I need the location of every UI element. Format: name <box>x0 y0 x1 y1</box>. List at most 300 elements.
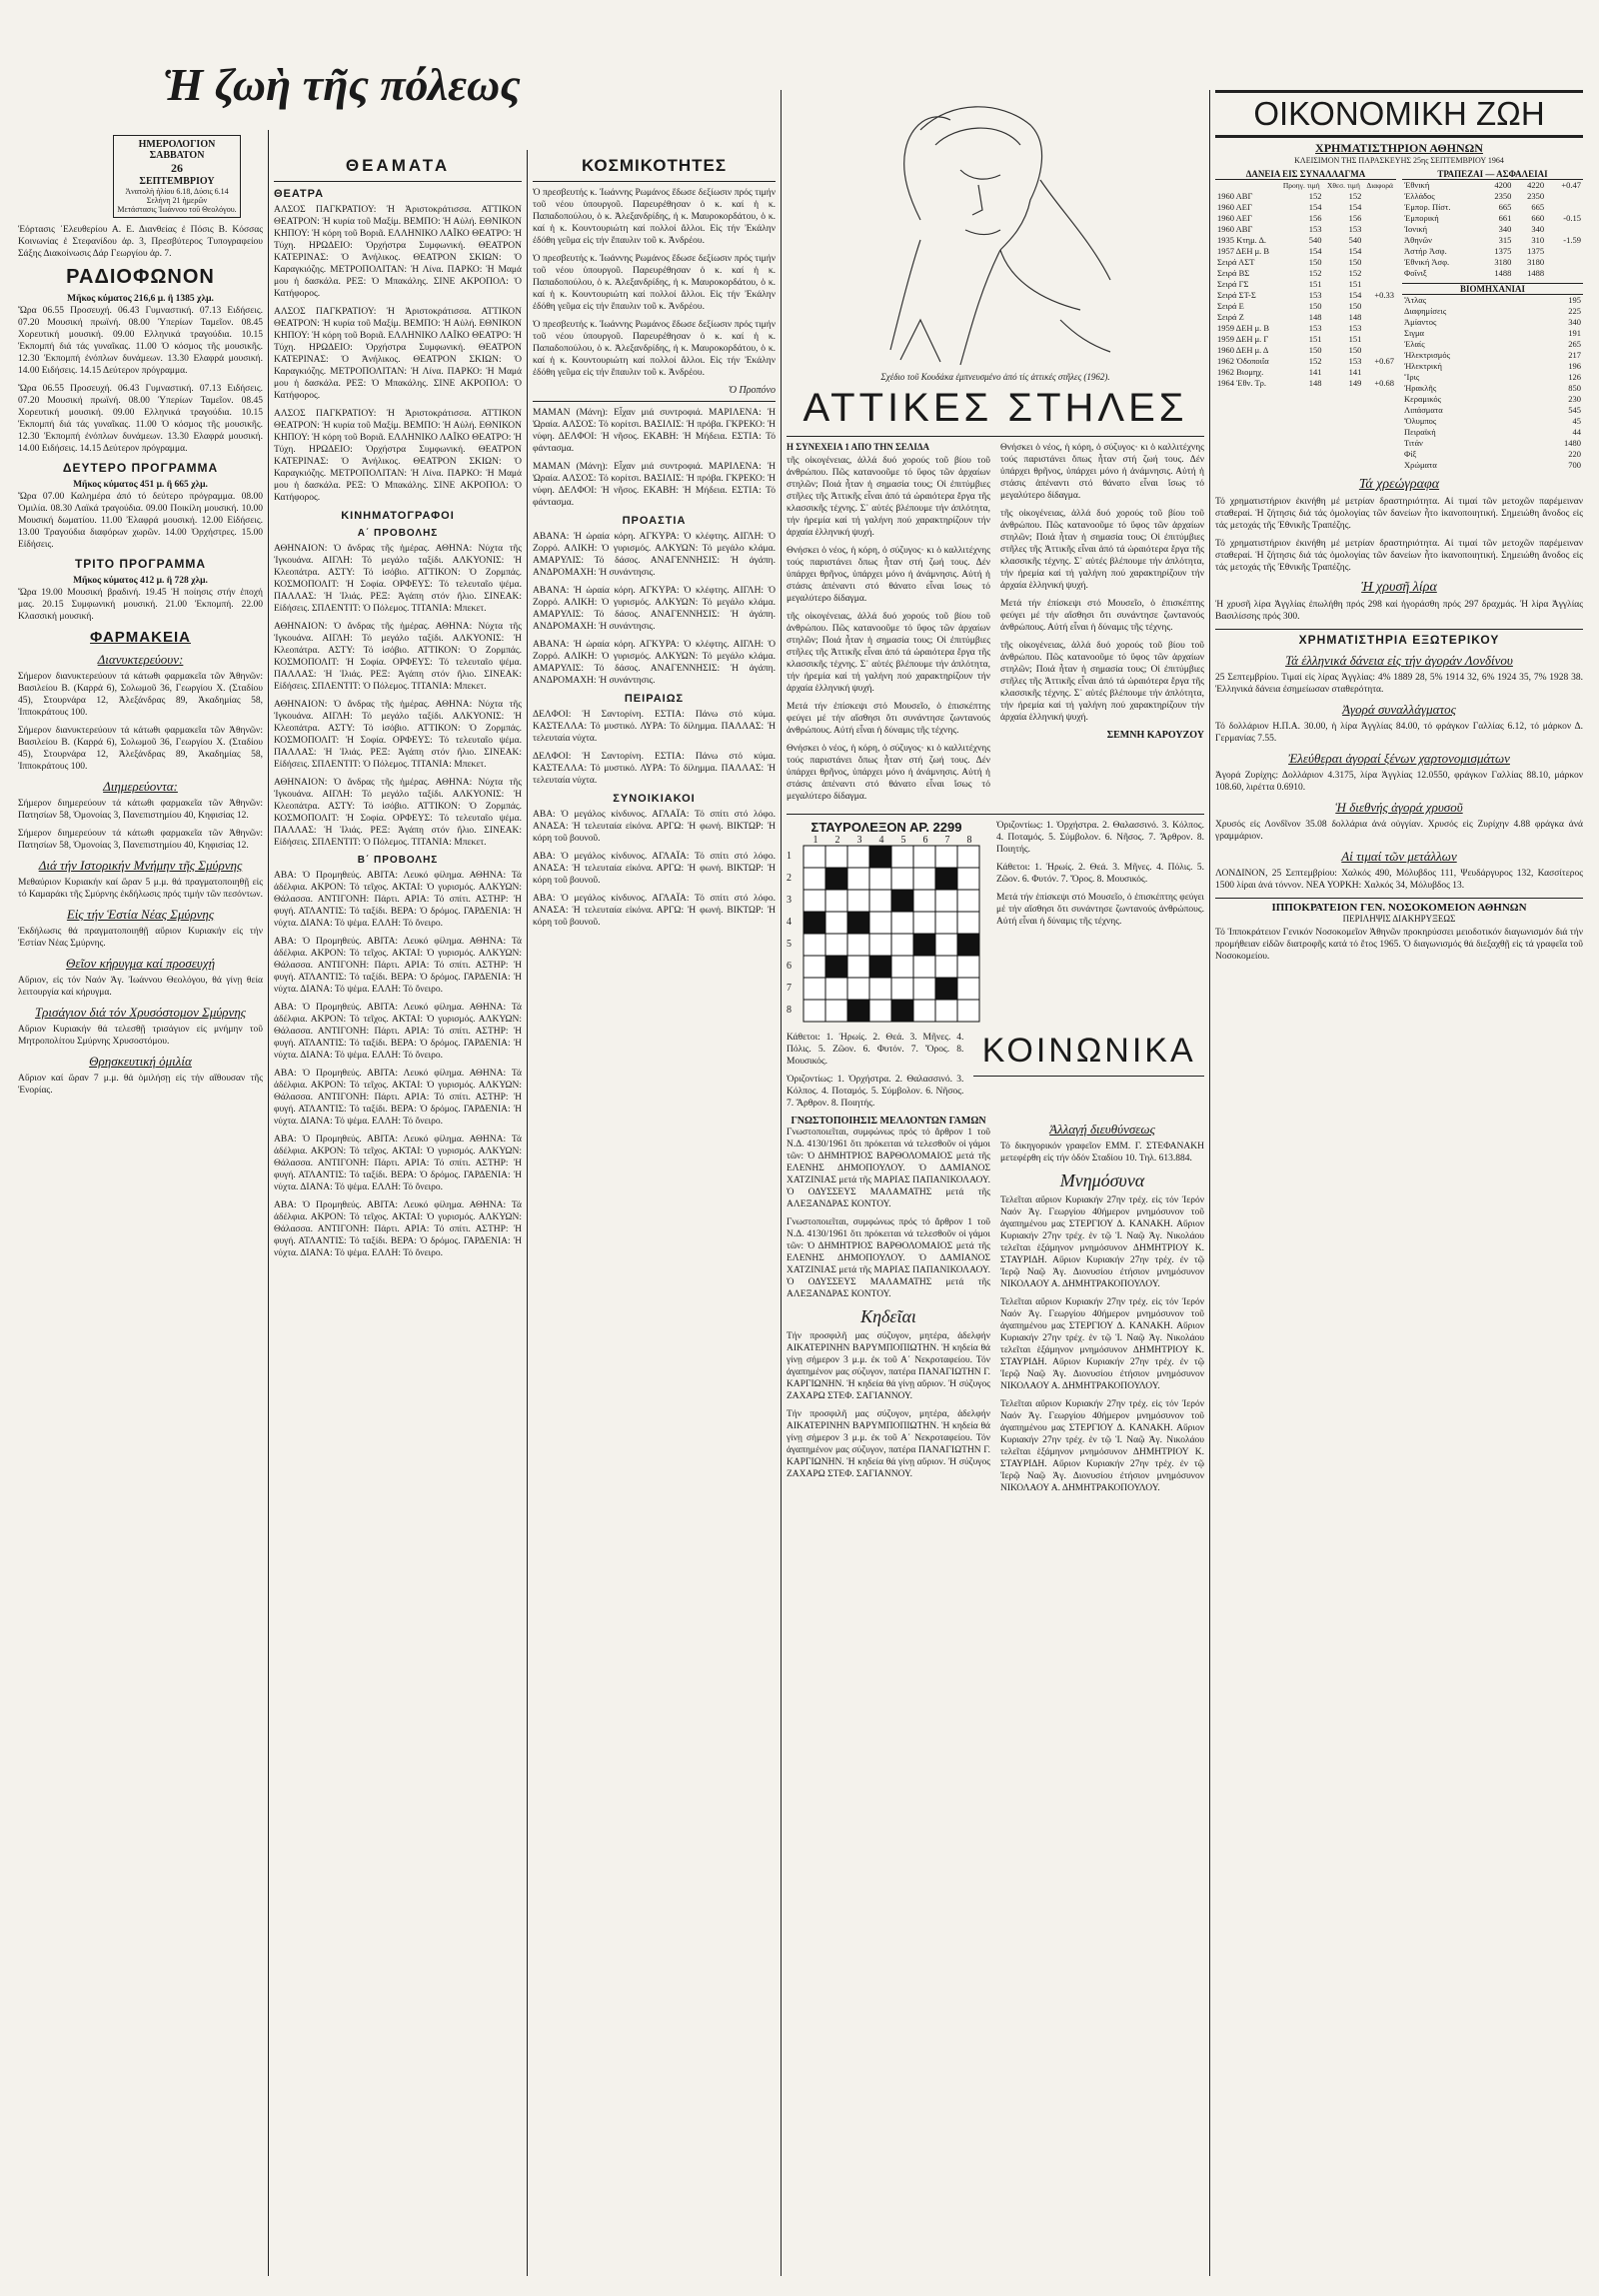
table-cell: 150 <box>1348 345 1362 355</box>
crossword-number: 3 <box>787 895 792 906</box>
table-cell: 1962 Ὁδοποιΐα <box>1217 356 1269 366</box>
crossword-black-cell <box>935 978 957 1000</box>
table-cell: 1960 ΑΒΓ <box>1217 224 1253 234</box>
society-text: Ὁ πρεσβευτής κ. Ἰωάννης Ρωμάνος ἔδωσε δεξίωσιν πρός τιμήν τοῦ νέου ὑπουργοῦ. Παρευρέθησαν ὁ κ. καί ἡ κ. Παπαδοπούλου, ὁ κ. Ἀλεξανδρίδης, ἡ κ. Μαυροκορδάτου, ὁ κ. καί ἡ κ. Κουντουριώτη καί πολλοί ἄλλοι. Εἰς τήν Ἐκάλην ἐδόθη γεῦμα εἰς τήν ἔπαυλιν τοῦ κ. Ἀνδρέου. <box>533 188 776 246</box>
table-cell: Διαφημίσεις <box>1404 306 1447 316</box>
table-cell: 151 <box>1348 279 1362 289</box>
crossword-across: Ὁριζοντίως: 1. Ὀρχήστρα. 2. Θαλασσινό. 3. Κόλπος. 4. Ποταμός. 5. Σύμβολον. 6. Νῆσος. 7. Ἄρθρον. 8. Ποιητής. <box>996 821 1204 855</box>
table-cell: 150 <box>1348 257 1362 267</box>
table-cell <box>1546 246 1583 257</box>
crossword-grid-area <box>787 846 981 1026</box>
foreign-markets-heading: ΧΡΗΜΑΤΙΣΤΗΡΙΑ ΕΞΩΤΕΡΙΚΟΥ <box>1215 629 1583 647</box>
crossword-cell <box>803 934 825 956</box>
table-cell: 1488 <box>1527 268 1545 278</box>
funerals-text-2: Τήν προσφιλῆ μας σύζυγον, μητέρα, ἀδελφήν ΑΙΚΑΤΕΡΙΝΗΝ ΒΑΡΥΜΠΟΠΙΩΤΗΝ. Ἡ κηδεία θά γίνῃ σήμερον 3 μ.μ. ἐκ τοῦ Α΄ Νεκροταφείου. Τόν ἀγαπημένον μας σύζυγον, πατέρα ΠΑΝΑΓΙΩΤΗΝ Γ. ΚΑΡΓΙΩΝΗΝ. Ἡ κηδεία θά γίνῃ αὔριον. Ἡ σύζυγος ΖΑΧΑΡΩ ΣΤΕΦ. ΣΑΓΙΑΝΝΟΥ. <box>787 1409 990 1479</box>
table-row <box>1402 246 1583 257</box>
column-5 <box>1215 90 1583 2289</box>
crossword-down: Κάθετοι: 1. Ἡρωίς. 2. Θεά. 3. Μῆνες. 4. Πόλις. 5. Ζῶον. 6. Φυτόν. 7. Ὄρος. 8. Μουσικός. <box>996 863 1204 885</box>
table-cell: Σειρά Ε <box>1217 301 1244 311</box>
table-cell: 153 <box>1308 224 1322 234</box>
table-cell: 2350 <box>1527 191 1545 201</box>
table-cell: 315 <box>1498 235 1512 245</box>
crossword-cell <box>957 846 979 868</box>
second-program-text: Ὥρα 07.00 Καλημέρα ἀπό τό δεύτερο πρόγραμμα. 08.00 Ὁμιλία. 08.30 Λαϊκά τραγούδια. 09.00 Ποικίλη μουσική. 10.00 Μουσική δωματίου. 11.00 Ἐλαφρά μουσική. 12.00 Εἰδήσεις. 13.00 Τραγούδια διαφόρων χωρῶν. 14.00 Ὀρχήστρες. 15.00 Εἰδήσεις. <box>18 492 263 550</box>
feasts-text: Ἑόρτασις ᾿Ελευθερίου Α. Ε. Διανθείας ἐ Πόσις Β. Κόσσας Κοινωνίας ἐ Στεφανίδου ἀρ. 3, Πρεσβύτερος Τυπογραφείου Σάξης Διακοίνωσις Δάρ Γεωργίου ἀρ. 7. <box>18 225 263 259</box>
crossword-cell <box>803 978 825 1000</box>
table-cell: 153 <box>1348 224 1362 234</box>
first-run-text-3: ΑΘΗΝΑΙΟΝ: Ὁ ἄνδρας τῆς ἡμέρας. ΑΘΗΝΑ: Νύχτα τῆς Ἰγκουάνα. ΑΙΓΛΗ: Τό μεγάλο ταξίδι. ΑΛΚΥΟΝΙΣ: Ἡ Κλεοπάτρα. ΑΣΤΥ: Τό ἰσόβιο. ΑΤΤΙΚΟΝ: Ὁ Ζορμπάς. ΚΟΣΜΟΠΟΛΙΤ: Ἡ Σοφία. ΟΡΦΕΥΣ: Τό τελευταῖο ψέμα. ΠΑΛΛΑΣ: Ἡ Ἰλιάς. ΡΕΞ: Ἀγάπη στόν ἥλιο. ΣΙΝΕΑΚ: Εἰδήσεις. ΣΠΛΕΝΤΙΤ: Ὁ Πόλεμος. ΤΙΤΑΝΙΑ: Μπεκετ. <box>274 700 522 770</box>
table-cell: Σειρά ΒΣ <box>1217 268 1250 278</box>
table-cell <box>1546 257 1583 268</box>
cinemas-heading: ΚΙΝΗΜΑΤΟΓΡΑΦΟΙ <box>341 510 455 522</box>
crossword-number: 5 <box>900 835 906 846</box>
article-text-1: τῆς οἰκογένειας, ἀλλά δυό χορούς τοῦ βίου τοῦ ἀνθρώπου. Πῶς κατανοοῦμε τό ὕφος τῶν ἀρχαίων στηλῶν; Ποιά ἦταν ἡ σημασία τους; Οἱ ἐπιτύμβιες στῆλες τῆς Ἀττικῆς εἶναι ἀπό τά ὡραιότερα ἔργα τῆς κλασσικῆς τέχνης. Σ᾽ αὐτές βλέπουμε τήν ἀπλότητα, τήν ἠρεμία καί τή γαλήνη πού χαρακτηρίζουν τήν ἀρχαία ἑλληνική ψυχή. <box>787 456 990 538</box>
sketch-drawing <box>860 90 1130 370</box>
table-cell <box>1363 367 1396 378</box>
table-cell <box>1363 224 1396 235</box>
table-row <box>1215 301 1396 312</box>
engagements-heading: ΓΝΩΣΤΟΠΟΙΗΣΙΣ ΜΕΛΛΟΝΤΩΝ ΓΑΜΩΝ <box>791 1116 986 1127</box>
fx-market-heading: Ἀγορά συναλλάγματος <box>1342 702 1456 717</box>
hospital-notice-text: Τό Ἱπποκράτειον Γενικόν Νοσοκομεῖον Ἀθηνῶν προκηρύσσει μειοδοτικόν διαγωνισμόν διά τήν προμήθειαν εἰδῶν διατροφῆς κατά τό ἔτος 1965. Ὁ διαγωνισμός θά διεξαχθῇ εἰς τά γραφεῖα τοῦ Νοσοκομείου. <box>1215 928 1583 962</box>
crossword-number: 2 <box>834 835 840 846</box>
second-run-heading: Β΄ ΠΡΟΒΟΛΗΣ <box>357 855 439 866</box>
table-cell: 1962 Βιομηχ. <box>1217 367 1264 377</box>
divider <box>973 1076 1204 1077</box>
society-heading: ΚΟΣΜΙΚΟΤΗΤΕΣ <box>581 156 728 175</box>
table-cell: Ἡλεκτρισμός <box>1404 350 1450 360</box>
table-cell: Χρώματα <box>1404 460 1437 470</box>
loans-prev-header: Προηγ. τιμή <box>1282 181 1320 190</box>
neighborhood-text-2: ΑΒΑ: Ὁ μεγάλος κίνδυνος. ΑΓΛΑΪΑ: Τό σπίτι στό λόφο. ΑΝΑΣΑ: Ἡ τελευταία εἰκόνα. ΑΡΓΩ: Ἡ φωνή. ΒΙΚΤΩΡ: Ἡ κόρη τοῦ βουνοῦ. <box>533 852 776 886</box>
duty-heading: Διημερεύοντα: <box>103 779 178 794</box>
crossword-cell <box>847 978 869 1000</box>
crossword-cell <box>957 978 979 1000</box>
article-text-7: τῆς οἰκογένειας, ἀλλά δυό χορούς τοῦ βίου τοῦ ἀνθρώπου. Πῶς κατανοοῦμε τό ὕφος τῶν ἀρχαίων στηλῶν; Ποιά ἦταν ἡ σημασία τους; Οἱ ἐπιτύμβιες στῆλες τῆς Ἀττικῆς εἶναι ἀπό τά ὡραιότερα ἔργα τῆς κλασσικῆς τέχνης. Σ᾽ αὐτές βλέπουμε τήν ἀπλότητα, τήν ἠρεμία καί τή γαλήνη πού χαρακτηρίζουν τήν ἀρχαία ἑλληνική ψυχή. <box>1000 509 1204 591</box>
table-cell: 148 <box>1308 378 1322 388</box>
loans-heading: ΔΑΝΕΙΑ ΕΙΣ ΣΥΝΑΛΛΑΓΜΑ <box>1215 169 1396 180</box>
table-row <box>1215 235 1396 246</box>
bourse-heading: ΧΡΗΜΑΤΙΣΤΗΡΙΟΝ ΑΘΗΝΩΝ <box>1315 141 1483 155</box>
crossword-number: 8 <box>787 1005 792 1016</box>
table-cell: Τιτάν <box>1404 438 1423 448</box>
crossword-cell <box>869 934 891 956</box>
table-row <box>1402 449 1583 460</box>
table-cell: 191 <box>1568 328 1581 338</box>
loans-name-header <box>1215 180 1279 191</box>
crossword-black-cell <box>957 934 979 956</box>
table-row <box>1215 356 1396 367</box>
table-row <box>1402 213 1583 224</box>
table-row <box>1215 191 1396 202</box>
table-cell: 850 <box>1568 383 1581 393</box>
table-cell: 154 <box>1348 290 1362 300</box>
table-cell: 2350 <box>1494 191 1512 201</box>
crossword-heading: ΣΤΑΥΡΟΛΕΞΟΝ ΑΡ. 2299 <box>810 820 962 835</box>
first-run-text-4: ΑΘΗΝΑΙΟΝ: Ὁ ἄνδρας τῆς ἡμέρας. ΑΘΗΝΑ: Νύχτα τῆς Ἰγκουάνα. ΑΙΓΛΗ: Τό μεγάλο ταξίδι. ΑΛΚΥΟΝΙΣ: Ἡ Κλεοπάτρα. ΑΣΤΥ: Τό ἰσόβιο. ΑΤΤΙΚΟΝ: Ὁ Ζορμπάς. ΚΟΣΜΟΠΟΛΙΤ: Ἡ Σοφία. ΟΡΦΕΥΣ: Τό τελευταῖο ψέμα. ΠΑΛΛΑΣ: Ἡ Ἰλιάς. ΡΕΞ: Ἀγάπη στόν ἥλιο. ΣΙΝΕΑΚ: Εἰδήσεις. ΣΠΛΕΝΤΙΤ: Ὁ Πόλεμος. ΤΙΤΑΝΙΑ: Μπεκετ. <box>274 778 522 848</box>
table-cell <box>1363 301 1396 312</box>
table-cell: 152 <box>1348 268 1362 278</box>
table-cell: 151 <box>1308 279 1322 289</box>
neighborhood-text-3: ΑΒΑ: Ὁ μεγάλος κίνδυνος. ΑΓΛΑΪΑ: Τό σπίτι στό λόφο. ΑΝΑΣΑ: Ἡ τελευταία εἰκόνα. ΑΡΓΩ: Ἡ φωνή. ΒΙΚΤΩΡ: Ἡ κόρη τοῦ βουνοῦ. <box>533 894 776 928</box>
crossword-cell <box>891 956 913 978</box>
crossword-number: 7 <box>787 983 792 994</box>
table-cell: 1960 ΑΕΓ <box>1217 213 1252 223</box>
column-rule <box>527 150 528 2276</box>
trisagion-text: Αὔριον Κυριακήν θά τελεσθῇ τρισάγιον εἰς μνήμην τοῦ Μητροπολίτου Σμύρνης Χρυσοστόμου. <box>18 1025 263 1047</box>
address-change-heading: Ἀλλαγή διευθύνσεως <box>1049 1122 1155 1137</box>
table-cell: Ἀμίαντος <box>1404 317 1437 327</box>
society-text-3: Ὁ πρεσβευτής κ. Ἰωάννης Ρωμάνος ἔδωσε δεξίωσιν πρός τιμήν τοῦ νέου ὑπουργοῦ. Παρευρέθησαν ὁ κ. καί ἡ κ. Παπαδοπούλου, ὁ κ. Ἀλεξανδρίδης, ἡ κ. Μαυροκορδάτου, ὁ κ. καί ἡ κ. Κουντουριώτη καί πολλοί ἄλλοι. Εἰς τήν Ἐκάλην ἐδόθη γεῦμα εἰς τήν ἔπαυλιν τοῦ κ. Ἀνδρέου. <box>533 320 776 378</box>
article-author: ΣΕΜΝΗ ΚΑΡΟΥΖΟΥ <box>1106 730 1204 741</box>
sermon-text: Αὔριον, εἰς τόν Ναόν Ἁγ. Ἰωάννου Θεολόγου, θά γίνῃ θεία λειτουργία καί κήρυγμα. <box>18 976 263 998</box>
table-cell: 340 <box>1498 224 1512 234</box>
table-row <box>1215 224 1396 235</box>
crossword-black-cell <box>913 934 935 956</box>
crossword-cell <box>803 1000 825 1022</box>
calendar-sun: Ἀνατολὴ ἡλίου 6.18, Δύσις 6.14 <box>125 187 229 196</box>
table-row <box>1215 345 1396 356</box>
crossword-number: 2 <box>787 873 792 884</box>
column-3 <box>533 150 776 2289</box>
hospital-notice-heading: ΙΠΠΟΚΡΑΤΕΙΟΝ ΓΕΝ. ΝΟΣΟΚΟΜΕΙΟΝ ΑΘΗΝΩΝ <box>1215 898 1583 914</box>
pharmacies-text-2: Σήμερον διανυκτερεύουν τά κάτωθι φαρμακεῖα τῶν Ἀθηνῶν: Βασιλείου Β. (Καρρά 6), Σολωμοῦ 36, Γεωργίου Χ. (Σταδίου 45), Στουρνάρα 12, Ἀλεξάνδρας 89, Ἀκαδημίας 58, Ἱπποκράτους 100. <box>18 726 263 772</box>
table-cell: 4220 <box>1527 180 1545 190</box>
economy-headline: ΟΙΚΟΝΟΜΙΚΗ ΖΩΗ <box>1215 90 1583 138</box>
crossword-cell <box>825 1000 847 1022</box>
table-cell: 340 <box>1531 224 1545 234</box>
article-text-3: τῆς οἰκογένειας, ἀλλά δυό χορούς τοῦ βίου τοῦ ἀνθρώπου. Πῶς κατανοοῦμε τό ὕφος τῶν ἀρχαίων στηλῶν; Ποιά ἦταν ἡ σημασία τους; Οἱ ἐπιτύμβιες στῆλες τῆς Ἀττικῆς εἶναι ἀπό τά ὡραιότερα ἔργα τῆς κλασσικῆς τέχνης. Σ᾽ αὐτές βλέπουμε τήν ἀπλότητα, τήν ἠρεμία καί τή γαλήνη πού χαρακτηρίζουν τήν ἀρχαία ἑλληνική ψυχή. <box>787 612 990 694</box>
radio-heading: ΡΑΔΙΟΦΩΝΟΝ <box>66 266 215 288</box>
gold-sovereign-text: Ἡ χρυσῆ λίρα Ἀγγλίας ἐπωλήθη πρός 298 καί ἠγοράσθη πρός 297 δραχμάς. Ἡ λίρα Ἀγγλίας Βασιλίσσης πρός 300. <box>1215 600 1583 622</box>
duty-text-2: Σήμερον διημερεύουν τά κάτωθι φαρμακεῖα τῶν Ἀθηνῶν: Πατησίων 58, Ὁμονοίας 3, Πανεπιστημίου 40, Κηφισίας 12. <box>18 829 263 851</box>
crossword-cell <box>913 978 935 1000</box>
smyrna-heading: Διά τήν Ιστορικήν Μνήμην τῆς Σμύρνης <box>38 858 243 873</box>
table-cell: 150 <box>1308 301 1322 311</box>
table-row <box>1402 394 1583 405</box>
third-program-text: Ὥρα 19.00 Μουσική βραδινή. 19.45 Ἡ ποίησις στήν ἐποχή μας. 20.15 Συμφωνική μουσική. 21.00 Ἐκπομπή. 22.00 Κλασσική μουσική. <box>18 588 263 622</box>
divider <box>787 814 1204 815</box>
nea-smyrni-heading: Εἰς τήν Ἑστία Νέας Σμύρνης <box>66 907 215 922</box>
table-cell: 141 <box>1308 367 1322 377</box>
crossword-black-cell <box>847 1000 869 1022</box>
table-cell: 156 <box>1308 213 1322 223</box>
table-cell: 150 <box>1348 301 1362 311</box>
second-run-text-5: ΑΒΑ: Ὁ Προμηθεύς. ΑΒΙΤΑ: Λευκό φίλημα. ΑΘΗΝΑ: Τά ἀδέλφια. ΑΚΡΟΝ: Τό τεῖχος. ΑΚΤΑΙ: Ὁ γυρισμός. ΑΛΚΥΩΝ: Θάλασσα. ΑΝΤΙΓΟΝΗ: Πάρτι. ΑΡΙΑ: Τό σπίτι. ΑΣΤΗΡ: Ἡ φυγή. ΑΤΛΑΝΤΙΣ: Τό ταξίδι. ΒΕΡΑ: Ὁ δρόμος. ΓΑΡΔΕΝΙΑ: Ἡ νύχτα. ΔΙΑΝΑ: Τό ψέμα. ΕΛΛΗ: Τό ὄνειρο. <box>274 1135 522 1192</box>
table-cell: 1375 <box>1527 246 1545 256</box>
table-cell: Ἐθνική Ἀσφ. <box>1404 257 1450 267</box>
crossword-cell <box>913 846 935 868</box>
table-row <box>1402 317 1583 328</box>
table-row <box>1402 460 1583 471</box>
sketch-caption: Σχέδιο τοῦ Κουδάκα ἐμπνευσμένο ἀπό τίς ἀττικές στῆλες (1962). <box>880 372 1110 382</box>
crossword-cell <box>957 912 979 934</box>
article-text-4: Μετά τήν ἐπίσκεψι στό Μουσεῖο, ὁ ἐπισκέπτης φεύγει μέ τήν αἴσθησι ὅτι συνάντησε ζωντανούς ἀνθρώπους. Αὐτή εἶναι ἡ δύναμις τῆς τέχνης. <box>787 702 990 736</box>
crossword-cell <box>957 956 979 978</box>
crossword-cell <box>891 934 913 956</box>
table-cell: Κεραμικός <box>1404 394 1441 404</box>
pharmacies-text: Σήμερον διανυκτερεύουν τά κάτωθι φαρμακεῖα τῶν Ἀθηνῶν: Βασιλείου Β. (Καρρά 6), Σολωμοῦ 36, Γεωργίου Χ. (Σταδίου 45), Στουρνάρα 12, Ἀλεξάνδρας 89, Ἀκαδημίας 58, Ἱπποκράτους 100. <box>18 672 263 718</box>
table-row <box>1402 339 1583 350</box>
table-cell: 141 <box>1348 367 1362 377</box>
divider <box>533 181 776 182</box>
crossword-number: 4 <box>787 917 792 928</box>
table-row <box>1215 246 1396 257</box>
table-cell: 1935 Κτημ. Δ. <box>1217 235 1267 245</box>
sketch-illustration <box>860 90 1130 370</box>
engagements-text: Γνωστοποιεῖται, συμφώνως πρός τό ἄρθρον 1 τοῦ Ν.Δ. 4130/1961 ὅτι πρόκειται νά τελεσθοῦν οἱ γάμοι τῶν: Ὁ ΔΗΜΗΤΡΙΟΣ ΒΑΡΘΟΛΟΜΑΙΟΣ μετά τῆς ΕΛΕΝΗΣ ΔΗΜΟΠΟΥΛΟΥ. Ὁ ΔΑΜΙΑΝΟΣ ΧΑΤΖΙΝΙΑΣ μετά τῆς ΜΑΡΙΑΣ ΠΑΠΑΝΙΚΟΛΑΟΥ. Ὁ ΟΔΥΣΣΕΥΣ ΜΑΛΑΜΑΤΗΣ μετά τῆς ΑΛΕΞΑΝΔΡΑΣ ΚΟΝΤΟΥ. <box>787 1128 990 1209</box>
funerals-heading: Κηδεῖαι <box>860 1306 916 1326</box>
engagements-text-2: Γνωστοποιεῖται, συμφώνως πρός τό ἄρθρον 1 τοῦ Ν.Δ. 4130/1961 ὅτι πρόκειται νά τελεσθοῦν οἱ γάμοι τῶν: Ὁ ΔΗΜΗΤΡΙΟΣ ΒΑΡΘΟΛΟΜΑΙΟΣ μετά τῆς ΕΛΕΝΗΣ ΔΗΜΟΠΟΥΛΟΥ. Ὁ ΔΑΜΙΑΝΟΣ ΧΑΤΖΙΝΙΑΣ μετά τῆς ΜΑΡΙΑΣ ΠΑΠΑΝΙΚΟΛΑΟΥ. Ὁ ΟΔΥΣΣΕΥΣ ΜΑΛΑΜΑΤΗΣ μετά τῆς ΑΛΕΞΑΝΔΡΑΣ ΚΟΝΤΟΥ. <box>787 1217 990 1299</box>
calendar-box <box>113 135 241 218</box>
industry-table <box>1402 295 1583 471</box>
crossword-number: 5 <box>787 939 792 950</box>
table-row <box>1215 268 1396 279</box>
table-cell: 3180 <box>1527 257 1545 267</box>
table-cell: +0.33 <box>1374 290 1394 300</box>
table-cell: 154 <box>1308 202 1322 212</box>
crossword-cell <box>935 912 957 934</box>
table-cell: 665 <box>1531 202 1545 212</box>
crossword-number: 4 <box>878 835 884 846</box>
crossword-number: 3 <box>856 835 862 846</box>
crossword-cell <box>935 956 957 978</box>
crossword-cell <box>891 868 913 890</box>
crossword-black-cell <box>869 956 891 978</box>
crossword-number: 6 <box>787 961 792 972</box>
second-program-heading: ΔΕΥΤΕΡΟ ΠΡΟΓΡΑΜΜΑ <box>62 461 219 475</box>
column-rule <box>268 130 269 2276</box>
table-row <box>1402 405 1583 416</box>
crossword-cell <box>913 912 935 934</box>
calendar-moon: Σελήνη 21 ἡμερῶν <box>146 196 208 205</box>
crossword-black-cell <box>891 890 913 912</box>
table-cell: 310 <box>1531 235 1545 245</box>
free-markets-text: Ἀγορά Ζυρίχης: Δολλάριον 4.3175, λίρα Ἀγγλίας 12.0550, φράγκον Γαλλίας 88.10, μάρκον 108.60, λιρέττα 0.6910. <box>1215 771 1583 793</box>
crossword-number: 7 <box>944 835 950 846</box>
table-row <box>1215 202 1396 213</box>
table-cell <box>1363 268 1396 279</box>
table-row <box>1215 279 1396 290</box>
banks-heading: ΤΡΑΠΕΖΑΙ — ΑΣΦΑΛΕΙΑΙ <box>1402 169 1583 180</box>
crossword-number: 1 <box>812 835 818 846</box>
table-row <box>1215 367 1396 378</box>
suburbs-heading: ΠΡΟΑΣΤΙΑ <box>622 515 687 527</box>
crossword-solution: Κάθετοι: 1. Ἡρωίς. 2. Θεά. 3. Μῆνες. 4. Πόλις. 5. Ζῶον. 6. Φυτόν. 7. Ὄρος. 8. Μουσικός. <box>787 1033 964 1067</box>
free-markets-heading: Ἐλεύθεραι ἀγοραί ξένων χαρτονομισμάτων <box>1288 751 1510 766</box>
table-cell: Λιπάσματα <box>1404 405 1443 415</box>
crossword-cell <box>825 890 847 912</box>
crossword-solution-2: Ὁριζοντίως: 1. Ὀρχήστρα. 2. Θαλασσινό. 3. Κόλπος. 4. Ποταμός. 5. Σύμβολον. 6. Νῆσος. 7. Ἄρθρον. 8. Ποιητής. <box>787 1075 964 1109</box>
table-cell: Σειρά ΑΣΤ <box>1217 257 1255 267</box>
piraeus-heading: ΠΕΙΡΑΙΩΣ <box>624 693 685 705</box>
second-run-text: ΑΒΑ: Ὁ Προμηθεύς. ΑΒΙΤΑ: Λευκό φίλημα. ΑΘΗΝΑ: Τά ἀδέλφια. ΑΚΡΟΝ: Τό τεῖχος. ΑΚΤΑΙ: Ὁ γυρισμός. ΑΛΚΥΩΝ: Θάλασσα. ΑΝΤΙΓΟΝΗ: Πάρτι. ΑΡΙΑ: Τό σπίτι. ΑΣΤΗΡ: Ἡ φυγή. ΑΤΛΑΝΤΙΣ: Τό ταξίδι. ΒΕΡΑ: Ὁ δρόμος. ΓΑΡΔΕΝΙΑ: Ἡ νύχτα. ΔΙΑΝΑ: Τό ψέμα. ΕΛΛΗ: Τό ὄνειρο. <box>274 871 522 929</box>
table-cell: 1375 <box>1494 246 1512 256</box>
crossword-cell <box>847 934 869 956</box>
table-cell: Ἄτλας <box>1404 295 1427 305</box>
radio-sub: Μῆκος κύματος 216,6 μ. ἢ 1385 χλμ. <box>67 294 214 304</box>
table-row <box>1402 191 1583 202</box>
crossword-cell <box>825 846 847 868</box>
trisagion-heading: Τρισάγιον διά τόν Χρυσόστομον Σμύρνης <box>34 1005 247 1020</box>
crossword-cell <box>935 890 957 912</box>
table-cell <box>1546 268 1583 279</box>
second-run-text-3: ΑΒΑ: Ὁ Προμηθεύς. ΑΒΙΤΑ: Λευκό φίλημα. ΑΘΗΝΑ: Τά ἀδέλφια. ΑΚΡΟΝ: Τό τεῖχος. ΑΚΤΑΙ: Ὁ γυρισμός. ΑΛΚΥΩΝ: Θάλασσα. ΑΝΤΙΓΟΝΗ: Πάρτι. ΑΡΙΑ: Τό σπίτι. ΑΣΤΗΡ: Ἡ φυγή. ΑΤΛΑΝΤΙΣ: Τό ταξίδι. ΒΕΡΑ: Ὁ δρόμος. ΓΑΡΔΕΝΙΑ: Ἡ νύχτα. ΔΙΑΝΑ: Τό ψέμα. ΕΛΛΗ: Τό ὄνειρο. <box>274 1003 522 1061</box>
table-cell <box>1363 312 1396 323</box>
pharmacies-heading: ΦΑΡΜΑΚΕΙΑ <box>90 629 191 646</box>
crossword-cell <box>803 890 825 912</box>
table-row <box>1402 180 1583 191</box>
table-cell <box>1363 345 1396 356</box>
column-rule <box>781 90 782 2276</box>
metals-heading: Αἱ τιμαί τῶν μετάλλων <box>1341 849 1457 864</box>
table-cell <box>1546 202 1583 213</box>
table-cell: 1960 ΑΕΓ <box>1217 202 1252 212</box>
industry-heading: ΒΙΟΜΗΧΑΝΙΑΙ <box>1402 283 1583 295</box>
table-cell: 217 <box>1568 350 1581 360</box>
gold-market-text: Χρυσός εἰς Λονδῖνον 35.08 δολλάρια ἀνά οὐγγίαν. Χρυσός εἰς Ζυρίχην 4.88 φράγκα ἀνά γραμμάριον. <box>1215 820 1583 842</box>
religious-talk-heading: Θρησκευτική ὁμιλία <box>89 1054 192 1069</box>
table-cell: 152 <box>1308 268 1322 278</box>
crossword-black-cell <box>891 1000 913 1022</box>
radio-text: Ὥρα 06.55 Προσευχή. 06.43 Γυμναστική. 07.13 Ειδήσεις. 07.20 Μουσική πρωϊνή. 08.00 Ὑπερίων Ταμεῖον. 08.45 Χορευτική μουσική. 09.00 Ελληνικά τραγούδια. 10.15 Ἐκπομπή διά τάς γυναῖκας. 11.00 Ὁ κόσμος τῆς μουσικῆς. 12.30 Ἐκπομπή ἐνόπλων δυνάμεων. 13.30 Ελαφρά μουσική. 14.00 Ειδήσεις. 14.15 Δεύτερον πρόγραμμα. <box>18 306 263 376</box>
table-row <box>1402 361 1583 372</box>
table-cell: Φοῖνιξ <box>1404 268 1427 278</box>
table-row <box>1402 295 1583 306</box>
crossword-cell <box>869 890 891 912</box>
table-cell <box>1363 323 1396 334</box>
table-row <box>1402 427 1583 438</box>
table-row <box>1402 383 1583 394</box>
table-row <box>1402 350 1583 361</box>
table-row <box>1215 378 1396 389</box>
divider <box>274 181 522 182</box>
second-run-text-4: ΑΒΑ: Ὁ Προμηθεύς. ΑΒΙΤΑ: Λευκό φίλημα. ΑΘΗΝΑ: Τά ἀδέλφια. ΑΚΡΟΝ: Τό τεῖχος. ΑΚΤΑΙ: Ὁ γυρισμός. ΑΛΚΥΩΝ: Θάλασσα. ΑΝΤΙΓΟΝΗ: Πάρτι. ΑΡΙΑ: Τό σπίτι. ΑΣΤΗΡ: Ἡ φυγή. ΑΤΛΑΝΤΙΣ: Τό ταξίδι. ΒΕΡΑ: Ὁ δρόμος. ΓΑΡΔΕΝΙΑ: Ἡ νύχτα. ΔΙΑΝΑ: Τό ψέμα. ΕΛΛΗ: Τό ὄνειρο. <box>274 1069 522 1127</box>
loans-table <box>1215 180 1396 389</box>
table-row <box>1402 268 1583 279</box>
society-byline: Ὁ Προπόνο <box>728 385 776 396</box>
crossword-cell <box>891 846 913 868</box>
table-cell: 153 <box>1348 323 1362 333</box>
crossword-grid <box>803 846 981 1024</box>
table-cell: 126 <box>1568 372 1581 382</box>
first-run-heading: Α΄ ΠΡΟΒΟΛΗΣ <box>357 528 439 539</box>
funerals-text: Τήν προσφιλῆ μας σύζυγον, μητέρα, ἀδελφήν ΑΙΚΑΤΕΡΙΝΗΝ ΒΑΡΥΜΠΟΠΙΩΤΗΝ. Ἡ κηδεία θά γίνῃ σήμερον 3 μ.μ. ἐκ τοῦ Α΄ Νεκροταφείου. Τόν ἀγαπημένον μας σύζυγον, πατέρα ΠΑΝΑΓΙΩΤΗΝ Γ. ΚΑΡΓΙΩΝΗΝ. Ἡ κηδεία θά γίνῃ αὔριον. Ἡ σύζυγος ΖΑΧΑΡΩ ΣΤΕΦ. ΣΑΓΙΑΝΝΟΥ. <box>787 1331 990 1401</box>
divider <box>787 436 1204 437</box>
crossword-cell <box>935 1000 957 1022</box>
table-cell: Ἡρακλῆς <box>1404 383 1437 393</box>
crossword-cell <box>869 912 891 934</box>
table-cell: 3180 <box>1494 257 1512 267</box>
crossword-column-numbers <box>804 835 986 846</box>
table-cell: -1.59 <box>1563 235 1581 245</box>
crossword-cell <box>913 956 935 978</box>
table-cell <box>1363 257 1396 268</box>
table-cell: 152 <box>1308 356 1322 366</box>
table-cell: Ἐθνική <box>1404 180 1430 190</box>
crossword-cell <box>891 912 913 934</box>
table-cell: Ἠλεκτρική <box>1404 361 1442 371</box>
table-row <box>1402 372 1583 383</box>
securities-text: Τό χρηματιστήριον ἐκινήθη μέ μετρίαν δραστηριότητα. Αἱ τιμαί τῶν μετοχῶν παρέμειναν σταθεραί. Ἡ ζήτησις διά τάς ὁμολογίας τῶν δανείων ἦτο ἱκανοποιητική. Σημειώθη ἄνοδος εἰς τάς μετοχάς τῆς Ἐθνικῆς Τραπέζης. <box>1215 497 1583 531</box>
neighborhood-text: ΑΒΑ: Ὁ μεγάλος κίνδυνος. ΑΓΛΑΪΑ: Τό σπίτι στό λόφο. ΑΝΑΣΑ: Ἡ τελευταία εἰκόνα. ΑΡΓΩ: Ἡ φωνή. ΒΙΚΤΩΡ: Ἡ κόρη τοῦ βουνοῦ. <box>533 810 776 844</box>
closing-subheading: ΚΛΕΙΣΙΜΟΝ ΤΗΣ ΠΑΡΑΣΚΕΥΗΣ 25ης ΣΕΠΤΕΜΒΡΙΟΥ 1964 <box>1294 156 1504 165</box>
table-cell: 661 <box>1498 213 1512 223</box>
memorials-text: Τελεῖται αὔριον Κυριακήν 27ην τρέχ. εἰς τόν Ἱερόν Ναόν Ἁγ. Γεωργίου 40ήμερον μνημόσυνον τοῦ ἀγαπημένου μας ΣΤΕΡΓΙΟΥ Δ. ΚΑΝΑΚΗ. Αὔριον Κυριακήν 27ην τρέχ. ἐν τῷ Ἱ. Ναῷ Ἁγ. Νικολάου τελεῖται ἑξάμηνον μνημόσυνον ΔΗΜΗΤΡΙΟΥ Κ. ΣΤΑΥΡΙΔΗ. Αὔριον Κυριακήν 27ην τρέχ. ἐν τῷ Ἱερῷ Ναῷ Ἁγ. Διονυσίου ἐτήσιον μνημόσυνον ΝΙΚΟΛΑΟΥ Α. ΔΗΜΗΤΡΑΚΟΠΟΥΛΟΥ. <box>1000 1195 1204 1289</box>
table-row <box>1215 312 1396 323</box>
article-text-6: Θνήσκει ὁ νέος, ἡ κόρη, ὁ σύζυγος· κι ὁ καλλιτέχνης τούς παριστάνει ὅπως ἦταν στή ζωή τους. Δέν ὑπάρχει θρῆνος, ὑπάρχει μόνο ἡ ἀνάμνησις. Αὐτή ἡ στάσις ἀπέναντι στό θάνατο εἶναι ἴσως τό μεγαλύτερο δίδαγμα. <box>1000 443 1204 501</box>
table-row <box>1215 213 1396 224</box>
memorials-text-3: Τελεῖται αὔριον Κυριακήν 27ην τρέχ. εἰς τόν Ἱερόν Ναόν Ἁγ. Γεωργίου 40ήμερον μνημόσυνον τοῦ ἀγαπημένου μας ΣΤΕΡΓΙΟΥ Δ. ΚΑΝΑΚΗ. Αὔριον Κυριακήν 27ην τρέχ. ἐν τῷ Ἱ. Ναῷ Ἁγ. Νικολάου τελεῖται ἑξάμηνον μνημόσυνον ΔΗΜΗΤΡΙΟΥ Κ. ΣΤΑΥΡΙΔΗ. Αὔριον Κυριακήν 27ην τρέχ. ἐν τῷ Ἱερῷ Ναῷ Ἁγ. Διονυσίου ἐτήσιον μνημόσυνον ΝΙΚΟΛΑΟΥ Α. ΔΗΜΗΤΡΑΚΟΠΟΥΛΟΥ. <box>1000 1399 1204 1493</box>
crossword-cell <box>825 934 847 956</box>
table-cell: 230 <box>1568 394 1581 404</box>
securities-text-2: Τό χρηματιστήριον ἐκινήθη μέ μετρίαν δραστηριότητα. Αἱ τιμαί τῶν μετοχῶν παρέμειναν σταθεραί. Ἡ ζήτησις διά τάς ὁμολογίας τῶν δανείων ἦτο ἱκανοποιητική. Σημειώθη ἄνοδος εἰς τάς μετοχάς τῆς Ἐθνικῆς Τραπέζης. <box>1215 539 1583 573</box>
sermon-heading: Θεῖον κήρυγμα καί προσευχή <box>65 956 216 971</box>
table-cell: 220 <box>1568 449 1581 459</box>
listings-text: ΜΑΜΑΝ (Μάνη): Εἶχαν μιά συντροφιά. ΜΑΡΙΛΕΝΑ: Ἡ Ὡραία. ΑΛΣΟΣ: Τό κορίτσι. ΒΑΣΙΛΙΣ: Ἡ πρόβα. ΓΚΡΕΚΟ: Ἡ νύφη. ΔΕΛΦΟΙ: Ἡ νῆσος. ΕΚΑΒΗ: Ἡ Μήδεια. ΕΣΤΙΑ: Τό φάντασμα. <box>533 408 776 454</box>
loans-diff-header: Διαφορά <box>1366 181 1393 190</box>
crossword-number: 8 <box>966 835 972 846</box>
crossword-cell <box>913 890 935 912</box>
calendar-date: 26 <box>171 161 183 175</box>
table-row <box>1215 290 1396 301</box>
table-cell: 1488 <box>1494 268 1512 278</box>
crossword-cell <box>935 846 957 868</box>
table-cell <box>1363 246 1396 257</box>
crossword-cell <box>825 912 847 934</box>
table-cell: 1959 ΔΕΗ μ. Γ <box>1217 334 1269 344</box>
article-text-10: Μετά τήν ἐπίσκεψι στό Μουσεῖο, ὁ ἐπισκέπτης φεύγει μέ τήν αἴσθησι ὅτι συνάντησε ζωντανούς ἀνθρώπους. Αὐτή εἶναι ἡ δύναμις τῆς τέχνης. <box>996 893 1204 927</box>
table-cell: 150 <box>1308 257 1322 267</box>
table-cell: 148 <box>1348 312 1362 322</box>
table-cell: Ἴρις <box>1404 372 1420 382</box>
third-program-heading: ΤΡΙΤΟ ΠΡΟΓΡΑΜΜΑ <box>74 557 207 571</box>
column-2 <box>274 150 522 2289</box>
crossword-cell <box>935 934 957 956</box>
table-cell: 1480 <box>1564 438 1581 448</box>
crossword-black-cell <box>803 912 825 934</box>
radio-text-2: Ὥρα 06.55 Προσευχή. 06.43 Γυμναστική. 07.13 Ειδήσεις. 07.20 Μουσική πρωϊνή. 08.00 Ὑπερίων Ταμεῖον. 08.45 Χορευτική μουσική. 09.00 Ελληνικά τραγούδια. 10.15 Ἐκπομπή διά τάς γυναῖκας. 11.00 Ὁ κόσμος τῆς μουσικῆς. 12.30 Ἐκπομπή ἐνόπλων δυνάμεων. 13.30 Ελαφρά μουσική. 14.00 Ειδήσεις. 14.15 Δεύτερον πρόγραμμα. <box>18 384 263 454</box>
table-cell: 1959 ΔΕΗ μ. Β <box>1217 323 1270 333</box>
table-cell: 196 <box>1568 361 1581 371</box>
crossword-black-cell <box>825 956 847 978</box>
banks-table <box>1402 180 1583 279</box>
table-row <box>1402 224 1583 235</box>
table-row <box>1402 257 1583 268</box>
table-cell <box>1363 191 1396 202</box>
calendar-day: ΣΑΒΒΑΤΟΝ <box>149 150 205 161</box>
crossword-cell <box>803 846 825 868</box>
table-cell: 545 <box>1568 405 1581 415</box>
table-cell: 700 <box>1568 460 1581 470</box>
table-cell: 540 <box>1308 235 1322 245</box>
loans-today-header: Χθεσ. τιμή <box>1326 181 1360 190</box>
suburbs-text-3: ΑΒΑΝΑ: Ἡ ὡραία κόρη. ΑΓΚΥΡΑ: Ὁ κλέφτης. ΑΙΓΛΗ: Ὁ Ζορρό. ΑΛΙΚΗ: Ὁ γυρισμός. ΑΛΚΥΩΝ: Τό μεγάλο κλάμα. ΑΜΑΡΥΛΙΣ: Τό δάσος. ΑΝΑΓΕΝΝΗΣΙΣ: Ἡ ἀγάπη. ΑΝΔΡΟΜΑΧΗ: Ἡ συνάντησις. <box>533 640 776 686</box>
table-cell: 154 <box>1308 246 1322 256</box>
second-run-text-2: ΑΒΑ: Ὁ Προμηθεύς. ΑΒΙΤΑ: Λευκό φίλημα. ΑΘΗΝΑ: Τά ἀδέλφια. ΑΚΡΟΝ: Τό τεῖχος. ΑΚΤΑΙ: Ὁ γυρισμός. ΑΛΚΥΩΝ: Θάλασσα. ΑΝΤΙΓΟΝΗ: Πάρτι. ΑΡΙΑ: Τό σπίτι. ΑΣΤΗΡ: Ἡ φυγή. ΑΤΛΑΝΤΙΣ: Τό ταξίδι. ΒΕΡΑ: Ὁ δρόμος. ΓΑΡΔΕΝΙΑ: Ἡ νύχτα. ΔΙΑΝΑ: Τό ψέμα. ΕΛΛΗ: Τό ὄνειρο. <box>274 937 522 995</box>
securities-heading: Τά χρεώγραφα <box>1358 477 1440 492</box>
nea-smyrni-text: Ἐκδήλωσις θά πραγματοποιηθῇ αὔριον Κυριακήν εἰς τήν Ἑστίαν Νέας Σμύρνης. <box>18 927 263 949</box>
memorials-text-2: Τελεῖται αὔριον Κυριακήν 27ην τρέχ. εἰς τόν Ἱερόν Ναόν Ἁγ. Γεωργίου 40ήμερον μνημόσυνον τοῦ ἀγαπημένου μας ΣΤΕΡΓΙΟΥ Δ. ΚΑΝΑΚΗ. Αὔριον Κυριακήν 27ην τρέχ. ἐν τῷ Ἱ. Ναῷ Ἁγ. Νικολάου τελεῖται ἑξάμηνον μνημόσυνον ΔΗΜΗΤΡΙΟΥ Κ. ΣΤΑΥΡΙΔΗ. Αὔριον Κυριακήν 27ην τρέχ. ἐν τῷ Ἱερῷ Ναῷ Ἁγ. Διονυσίου ἐτήσιον μνημόσυνον ΝΙΚΟΛΑΟΥ Α. ΔΗΜΗΤΡΑΚΟΠΟΥΛΟΥ. <box>1000 1297 1204 1391</box>
greek-loans-london-heading: Τά ἑλληνικά δάνεια εἰς τήν ἀγοράν Λονδίνου <box>1285 653 1513 668</box>
crossword-number: 6 <box>922 835 928 846</box>
crossword-cell <box>869 868 891 890</box>
table-cell <box>1546 224 1583 235</box>
table-row <box>1402 306 1583 317</box>
theatres-heading: ΘΕΑΤΡΑ <box>274 188 325 200</box>
crossword-cell <box>913 1000 935 1022</box>
table-cell: +0.67 <box>1374 356 1394 366</box>
